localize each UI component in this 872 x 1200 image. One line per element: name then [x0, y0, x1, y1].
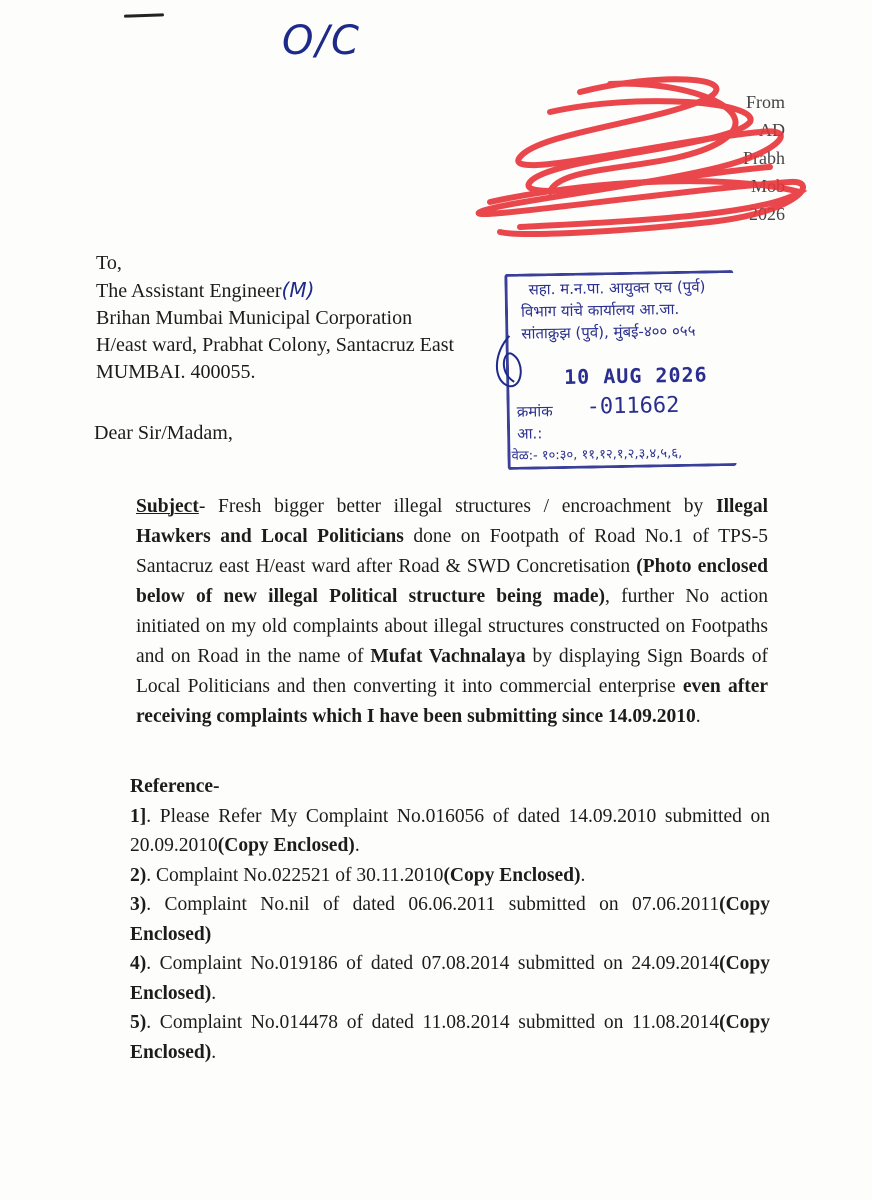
subject-bold-1: Illegal Hawkers and Local Politicians: [136, 496, 768, 547]
handwritten-m-note: (M): [281, 278, 315, 302]
recipient-address: [96, 250, 454, 386]
stamp-line-1: सहा. म.न.पा. आयुक्त एच (पुर्व): [528, 277, 706, 299]
reference-num: 1]: [130, 805, 147, 827]
reference-section: [130, 772, 770, 1067]
sender-line-6: 2026: [749, 204, 785, 224]
sender-line-2: AD: [759, 120, 785, 140]
reference-num: 2): [130, 864, 147, 886]
subject-bold-2: (Photo enclosed below of new illegal Political structure being made): [136, 556, 768, 607]
stamp-line-2: विभाग यांचे कार्यालय आ.जा.: [520, 299, 680, 321]
subject-bold-3: Mufat Vachnalaya: [370, 646, 526, 667]
stamp-number: -011662: [586, 392, 680, 420]
reference-heading: Reference-: [130, 776, 220, 797]
reference-item: [130, 890, 770, 949]
stamp-time-line: वेळ:- १०:३०, ११,१२,१,२,३,४,५,६,: [511, 445, 683, 464]
recipient-line-3: H/east ward, Prabhat Colony, Santacruz East: [96, 334, 455, 356]
redaction-scribble: [460, 72, 820, 252]
recipient-line-1: [96, 277, 454, 305]
recipient-line-2: Brihan Mumbai Municipal Corporation: [96, 307, 413, 329]
top-dash-mark: [124, 13, 164, 17]
reference-bold: (Copy Enclosed): [217, 835, 355, 856]
subject-text-2: done on Footpath of Road No.1 of TPS-5 Santacruz east H/east ward after Road & SWD Concretisation: [136, 526, 768, 577]
reference-bold: (Copy Enclosed): [130, 1012, 770, 1063]
subject-text-3: , further No action initiated on my old complaints about illegal structures constructed on Footpaths and on Road in the name of: [136, 586, 768, 667]
reference-end: .: [580, 864, 586, 886]
handwritten-oc-note: O/C: [282, 18, 361, 64]
reference-item: [130, 1008, 770, 1067]
reference-bold: (Copy Enclosed): [130, 894, 770, 945]
reference-num: 3): [130, 894, 147, 915]
sender-line-3: Prabh: [743, 148, 785, 168]
recipient-line-4: MUMBAI. 400055.: [96, 361, 256, 383]
signature-scribble: [487, 332, 532, 393]
reference-item: [130, 802, 770, 861]
subject-paragraph: [136, 492, 768, 732]
reference-text: . Please Refer My Complaint No.016056 of dated 14.09.2010 submitted on 20.09.2010: [130, 805, 770, 856]
reference-num: 5): [130, 1012, 147, 1033]
reference-item: [130, 949, 770, 1008]
stamp-date: 10 AUG 2026: [563, 362, 708, 389]
received-stamp: [498, 266, 739, 470]
stamp-kramank-label: क्रमांक: [516, 402, 553, 421]
reference-bold: (Copy Enclosed): [443, 864, 581, 886]
stamp-line-3: सांताक्रुझ (पुर्व), मुंबई-४०० ०५५: [521, 321, 696, 343]
reference-text: . Complaint No.014478 of dated 11.08.2014 submitted on 11.08.2014: [146, 1012, 720, 1033]
subject-text-5: .: [695, 706, 701, 727]
salutation: Dear Sir/Madam,: [94, 422, 233, 444]
reference-text: . Complaint No.019186 of dated 07.08.2014 submitted on 24.09.2014: [146, 953, 720, 974]
reference-text: . Complaint No.nil of dated 06.06.2011 submitted on 07.06.2011: [146, 894, 720, 915]
subject-text-1: - Fresh bigger better illegal structures / encroachment by: [198, 496, 716, 517]
reference-end: .: [354, 835, 360, 856]
subject-text-4: by displaying Sign Boards of Local Politicians and then converting it into commercial enterprise: [136, 646, 769, 697]
sender-line-5: Mob: [750, 176, 785, 196]
subject-bold-4: even after receiving complaints which I have been submitting since 14.09.2010: [136, 676, 769, 727]
stamp-aa-label: आ.:: [516, 424, 543, 443]
to-label: To,: [96, 252, 122, 274]
reference-end: .: [211, 1041, 217, 1063]
recipient-title: The Assistant Engineer: [96, 280, 282, 302]
reference-item: [130, 861, 770, 891]
reference-bold: (Copy Enclosed): [130, 953, 770, 1004]
subject-label: Subject: [136, 496, 199, 517]
sender-line-1: From: [745, 92, 785, 112]
reference-num: 4): [130, 953, 147, 974]
reference-text: . Complaint No.022521 of 30.11.2010: [146, 864, 444, 886]
reference-end: .: [211, 982, 217, 1004]
